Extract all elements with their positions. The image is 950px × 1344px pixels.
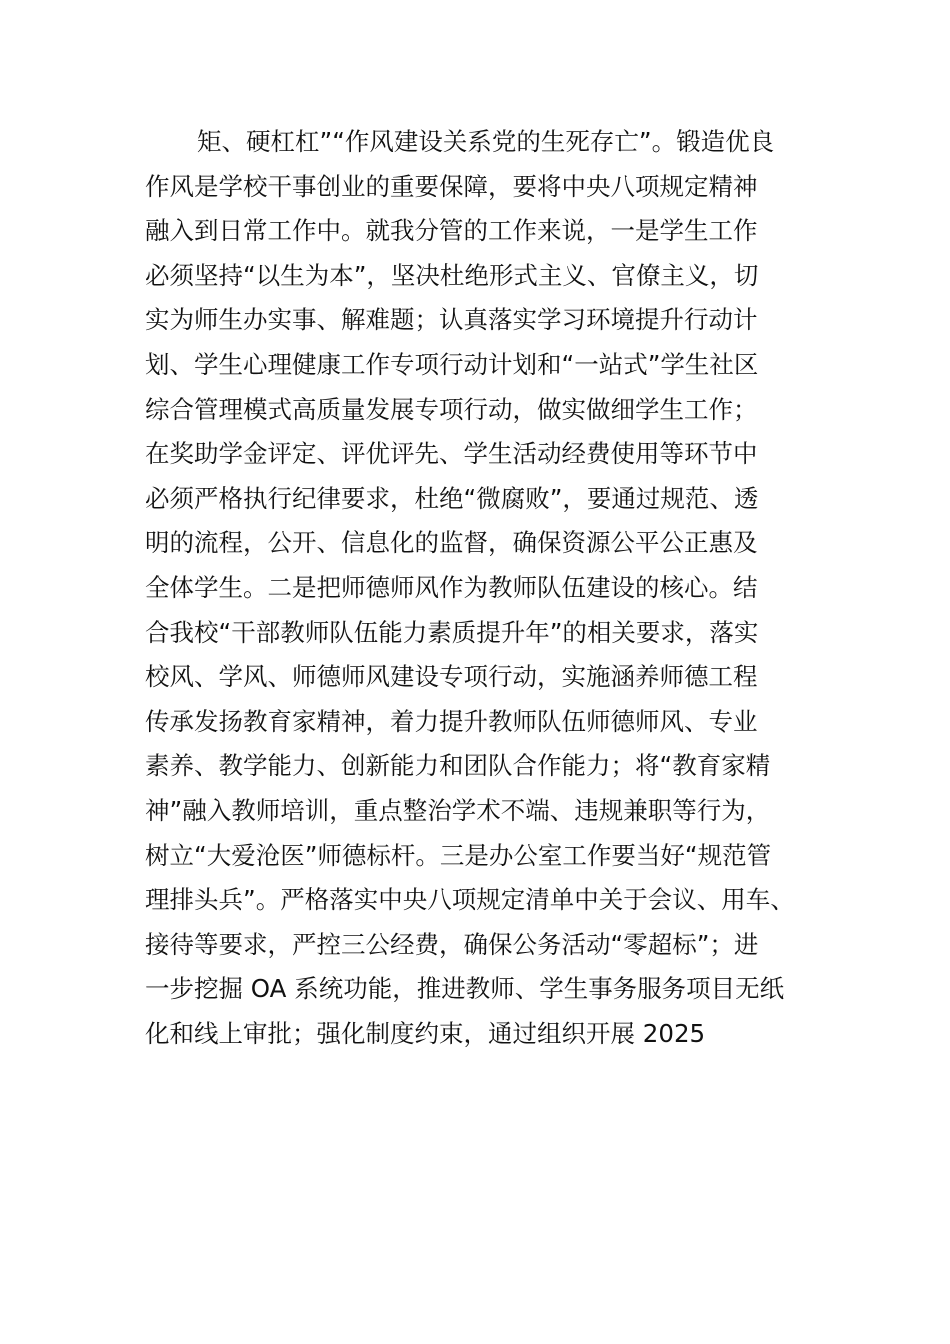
text-line: 化和线上审批；强化制度约束，通过组织开展 2025 [145,1018,706,1048]
body-paragraph [145,120,845,1056]
text-line: 在奖助学金评定、评优评先、学生活动经费使用等环节中 [145,439,758,469]
text-line: 树立“大爱沧医”师德标杆。三是办公室工作要当好“规范管 [145,840,772,870]
text-line: 实为师生办实事、解难题；认真落实学习环境提升行动计 [145,305,758,335]
text-line: 作风是学校干事创业的重要保障，要将中央八项规定精神 [145,171,758,201]
text-line: 传承发扬教育家精神，着力提升教师队伍师德师风、专业 [145,706,758,736]
text-line: 必须严格执行纪律要求，杜绝“微腐败”，要通过规范、透 [145,483,759,513]
text-line: 综合管理模式高质量发展专项行动，做实做细学生工作； [145,394,758,424]
text-line: 全体学生。二是把师德师风作为教师队伍建设的核心。结 [145,572,758,602]
text-line: 校风、学风、师德师风建设专项行动，实施涵养师德工程 [145,662,758,692]
text-line: 矩、硬杠杠”“作风建设关系党的生死存亡”。锻造优良 [197,127,775,156]
text-line: 一步挖掘 OA 系统功能，推进教师、学生事务服务项目无纸 [145,974,785,1004]
text-line: 划、学生心理健康工作专项行动计划和“一站式”学生社区 [145,349,759,379]
text-line: 素养、教学能力、创新能力和团队合作能力；将“教育家精 [145,751,771,781]
text-line: 必须坚持“以生为本”，坚决杜绝形式主义、官僚主义，切 [145,260,759,290]
text-line: 明的流程，公开、信息化的监督，确保资源公平公正惠及 [145,528,758,558]
text-line: 融入到日常工作中。就我分管的工作来说，一是学生工作 [145,216,758,246]
text-line: 合我校“干部教师队伍能力素质提升年”的相关要求，落实 [145,617,759,647]
text-line: 神”融入教师培训，重点整治学术不端、违规兼职等行为， [145,795,771,825]
text-line: 接待等要求，严控三公经费，确保公务活动“零超标”；进 [145,929,759,959]
text-line: 理排头兵”。严格落实中央八项规定清单中关于会议、用车、 [145,885,795,915]
